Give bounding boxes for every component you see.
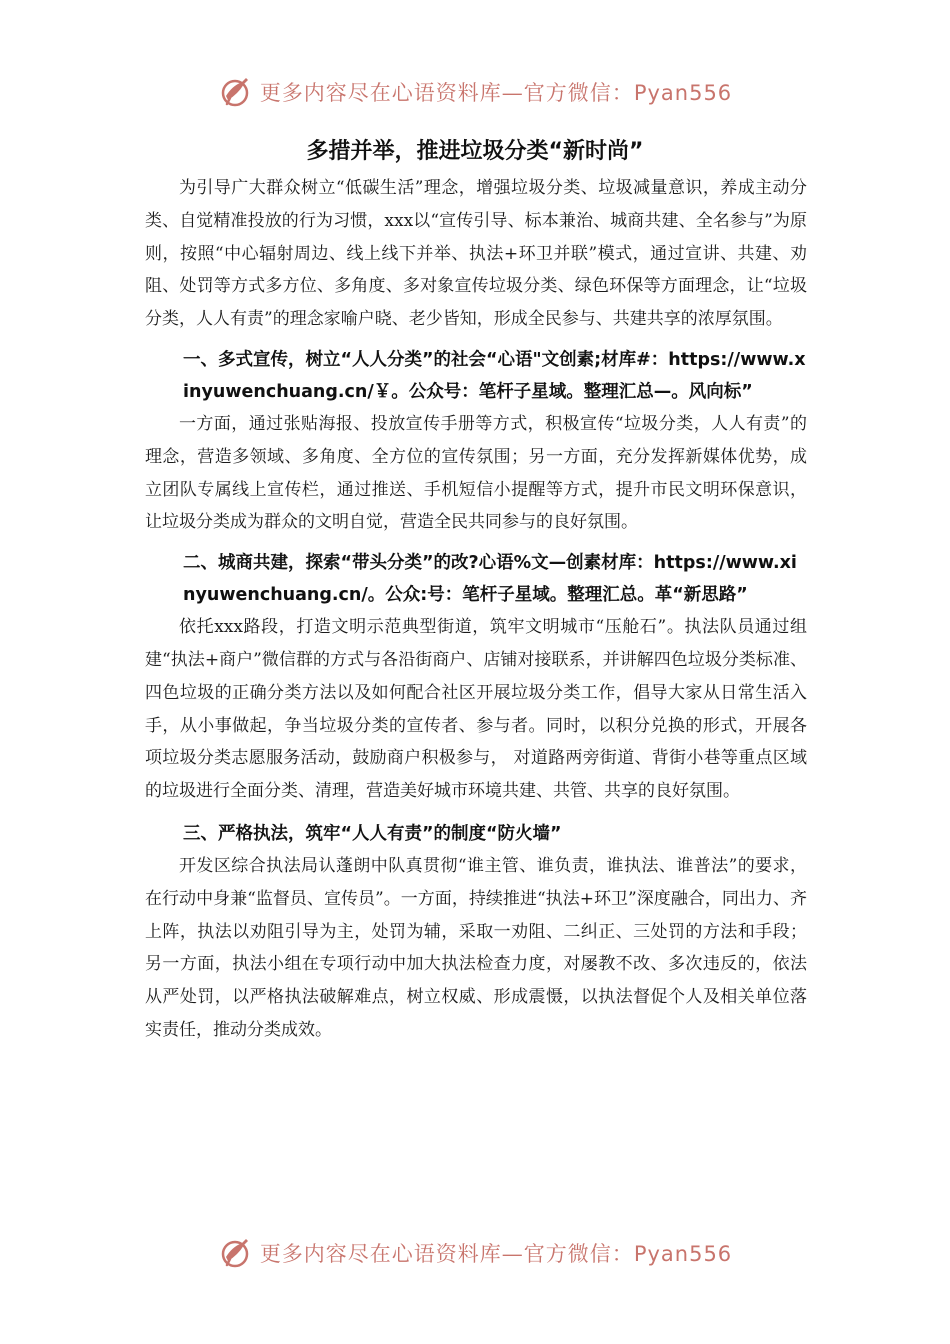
brush-logo-icon (218, 1235, 254, 1271)
banner-text: 更多内容尽在心语资料库—官方微信：Pyan556 (259, 1242, 733, 1266)
section-paragraph-3: 开发区综合执法局认蓬朗中队真贯彻“谁主管、谁负责，谁执法、谁普法”的要求，在行动中身兼“监督员、宣传员”。一方面，持续推进“执法+环卫”深度融合，同出力、齐上阵，执法以劝阻引导为主，处罚为辅，采取一劝阻、二纠正、三处罚的方法和手段；另一方面，执法小组在专项行动中加大执法检查力度，对屡教不改、多次违反的，依法从严处罚，以严格执法破解难点，树立权威、形成震慑，以执法督促个人及相关单位落实责任，推动分类成效。 (145, 855, 807, 1040)
banner-text: 更多内容尽在心语资料库—官方微信：Pyan556 (259, 81, 733, 105)
header-banner (0, 72, 950, 112)
section-paragraph-1: 一方面，通过张贴海报、投放宣传手册等方式，积极宣传“垃圾分类，人人有责”的理念，营造多领域、多角度、全方位的宣传氛围；另一方面，充分发挥新媒体优势，成立团队专属线上宣传栏，通过推送、手机短信小提醒等方式，提升市民文明环保意识，让垃圾分类成为群众的文明自觉，营造全民共同参与的良好氛围。 (145, 413, 807, 533)
wechat-id: Pyan556 (633, 1242, 733, 1266)
document-title: 多措并举，推进垃圾分类“新时尚” (306, 139, 644, 164)
intro-paragraph: 为引导广大群众树立“低碳生活”理念，增强垃圾分类、垃圾减量意识，养成主动分类、自觉精准投放的行为习惯，xxx以“宣传引导、标本兼治、城商共建、全名参与”为原则，按照“中心辐射周边、线上线下并举、执法+环卫并联”模式，通过宣讲、共建、劝阻、处罚等方式多方位、多角度、多对象宣传垃圾分类、绿色环保等方面理念，让“垃圾分类，人人有责”的理念家喻户晓、老少皆知，形成全民参与、共建共享的浓厚氛围。 (145, 178, 807, 330)
section-heading-2: 二、城商共建，探索“带头分类”的改?心语%文—创素材库：https://www.xinyuwenchuang.cn/。公众:号：笔杆子星域。整理汇总。革“新思路” (183, 553, 797, 606)
section-paragraph-2: 依托xxx路段，打造文明示范典型街道，筑牢文明城市“压舱石”。执法队员通过组建“执法+商户”微信群的方式与各沿街商户、店铺对接联系，并讲解四色垃圾分类标准、四色垃圾的正确分类方法以及如何配合社区开展垃圾分类工作，倡导大家从日常生活入手，从小事做起，争当垃圾分类的宣传者、参与者。同时，以积分兑换的形式，开展各项垃圾分类志愿服务活动，鼓励商户积极参与， 对道路两旁街道、背街小巷等重点区域的垃圾进行全面分类、清理，营造美好城市环境共建、共管、共享的良好氛围。 (145, 617, 807, 802)
section-heading-3: 三、严格执法，筑牢“人人有责”的制度“防火墙” (183, 823, 562, 844)
wechat-id: Pyan556 (633, 81, 733, 105)
section-heading-1: 一、多式宣传，树立“人人分类”的社会“心语"文创素;材库#：https://www.xinyuwenchuang.cn/￥。公众号：笔杆子星域。整理汇总—。风向标” (183, 349, 806, 402)
document-body (145, 172, 807, 1047)
brush-logo-icon (218, 74, 254, 110)
footer-banner (0, 1233, 950, 1273)
